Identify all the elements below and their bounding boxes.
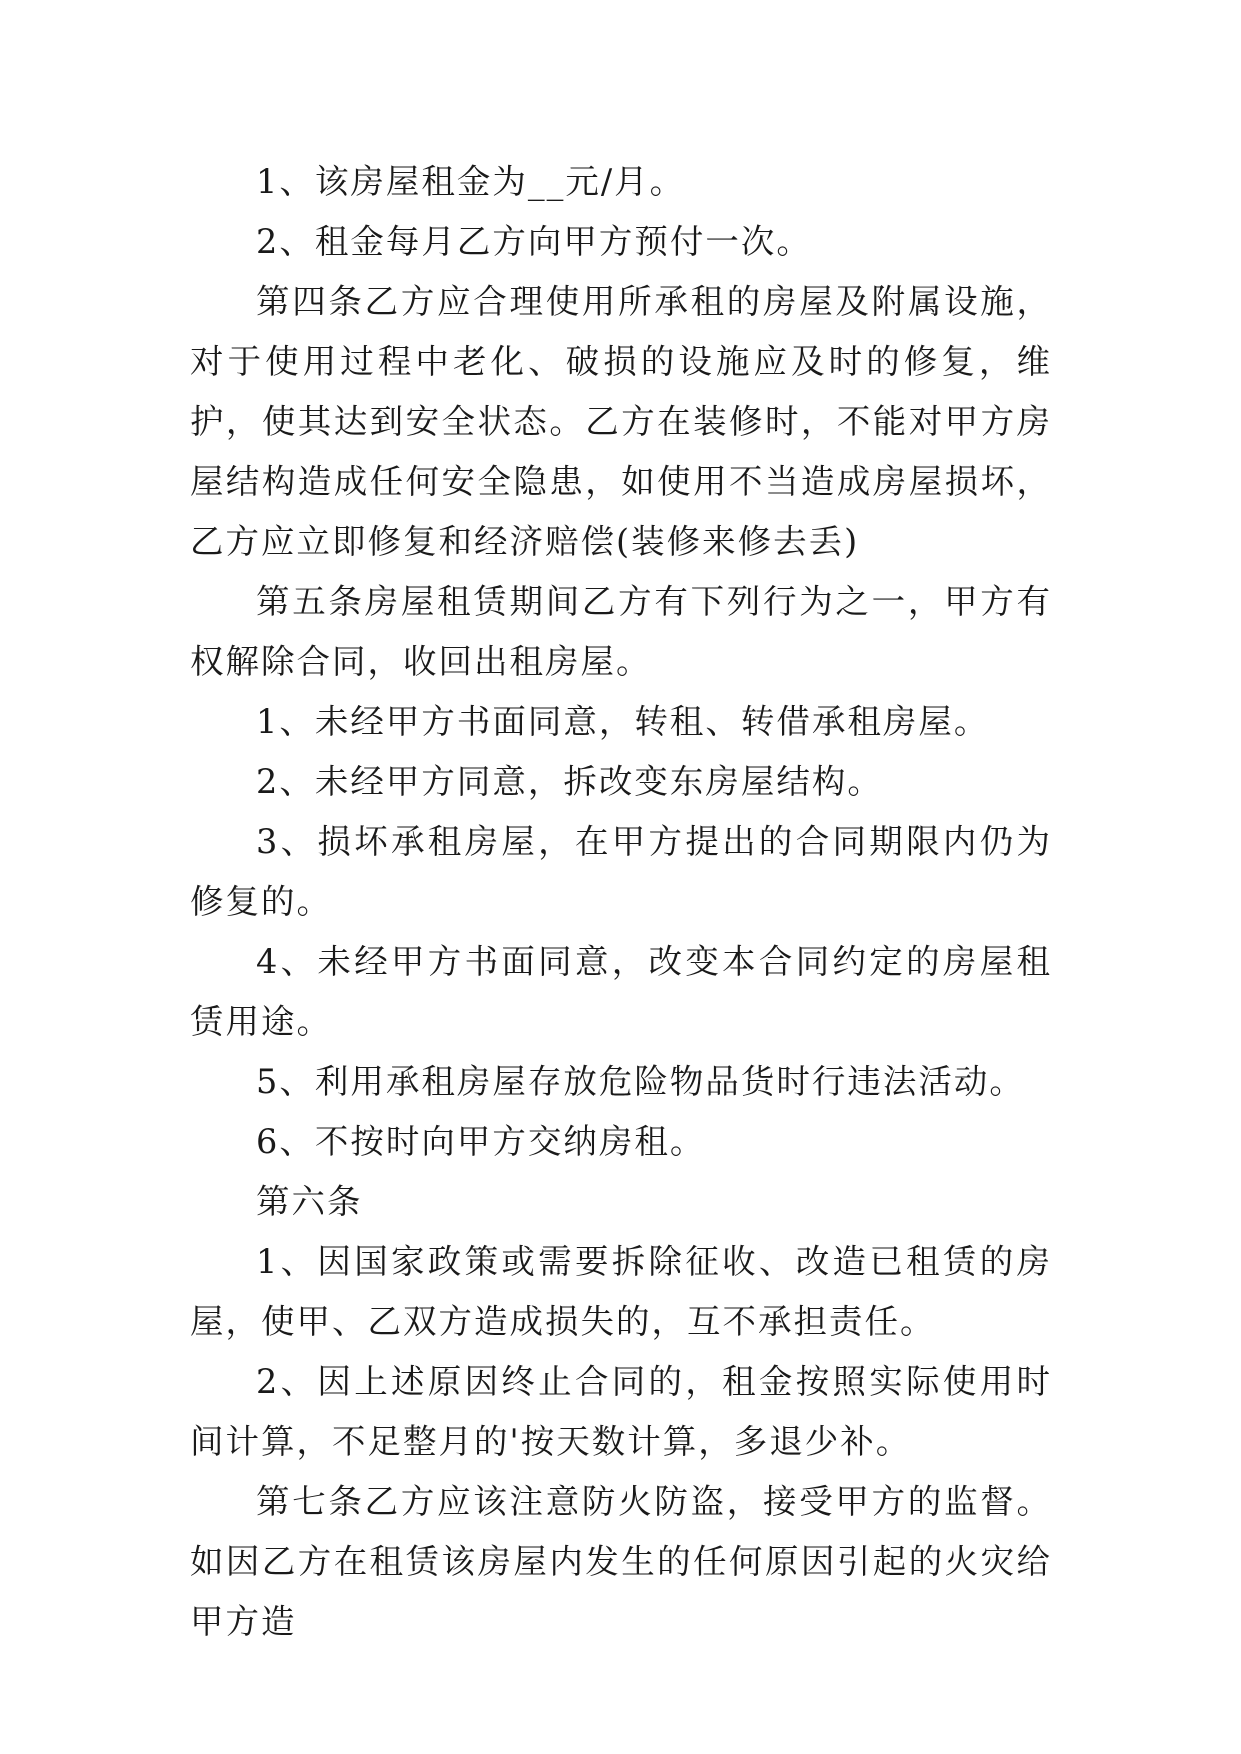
paragraph-article-6-item-1: 1、因国家政策或需要拆除征收、改造已租赁的房屋，使甲、乙双方造成损失的，互不承担责任。 — [190, 1242, 1052, 1341]
paragraph-article-5-item-4: 4、未经甲方书面同意，改变本合同约定的房屋租赁用途。 — [190, 942, 1052, 1041]
paragraph-article-5-item-3: 3、损坏承租房屋，在甲方提出的合同期限内仍为修复的。 — [190, 822, 1052, 921]
paragraph-article-6-item-2: 2、因上述原因终止合同的，租金按照实际使用时间计算，不足整月的'按天数计算，多退少补。 — [190, 1362, 1052, 1461]
paragraph-article-7: 第七条乙方应该注意防火防盗，接受甲方的监督。如因乙方在租赁该房屋内发生的任何原因引起的火灾给甲方造 — [190, 1482, 1052, 1641]
paragraph-article-5-item-1: 1、未经甲方书面同意，转租、转借承租房屋。 — [256, 702, 990, 741]
paragraph-rent-amount: 1、该房屋租金为__元/月。 — [256, 162, 686, 201]
document-page — [190, 152, 1052, 1652]
paragraph-article-6-heading: 第六条 — [256, 1182, 363, 1221]
paragraph-article-5-item-5: 5、利用承租房屋存放危险物品货时行违法活动。 — [256, 1062, 1025, 1101]
paragraph-article-4: 第四条乙方应合理使用所承租的房屋及附属设施，对于使用过程中老化、破损的设施应及时的修复，维护，使其达到安全状态。乙方在装修时，不能对甲方房屋结构造成任何安全隐患，如使用不当造成房屋损坏，乙方应立即修复和经济赔偿(装修来修去丢) — [190, 282, 1052, 561]
paragraph-rent-payment: 2、租金每月乙方向甲方预付一次。 — [256, 222, 812, 261]
paragraph-article-5-item-2: 2、未经甲方同意，拆改变东房屋结构。 — [256, 762, 883, 801]
paragraph-article-5: 第五条房屋租赁期间乙方有下列行为之一，甲方有权解除合同，收回出租房屋。 — [190, 582, 1052, 681]
paragraph-article-5-item-6: 6、不按时向甲方交纳房租。 — [256, 1122, 706, 1161]
